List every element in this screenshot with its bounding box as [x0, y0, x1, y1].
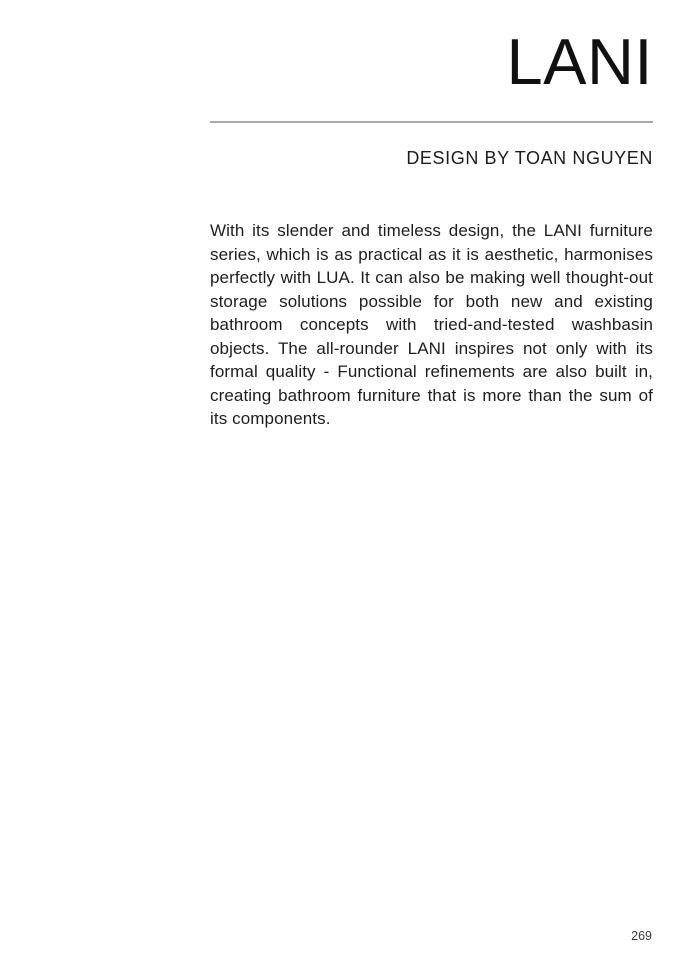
- page-number: 269: [631, 929, 652, 943]
- designer-credit: DESIGN BY TOAN NGUYEN: [406, 148, 653, 168]
- page-title: LANI: [506, 25, 653, 98]
- body-paragraph: With its slender and timeless design, the LANI furniture series, which is as practical as it is aesthetic, harmonises perfectly with LUA. It can also be making well thought-out storage solutions possible for both new and existing bathroom concepts with tried-and-tested washbasin objects. The all-rounder LANI inspires not only with its formal quality - Functional refinements are also built in, creating bathroom furniture that is more than the sum of its components.: [210, 221, 653, 428]
- divider-line: [210, 121, 653, 123]
